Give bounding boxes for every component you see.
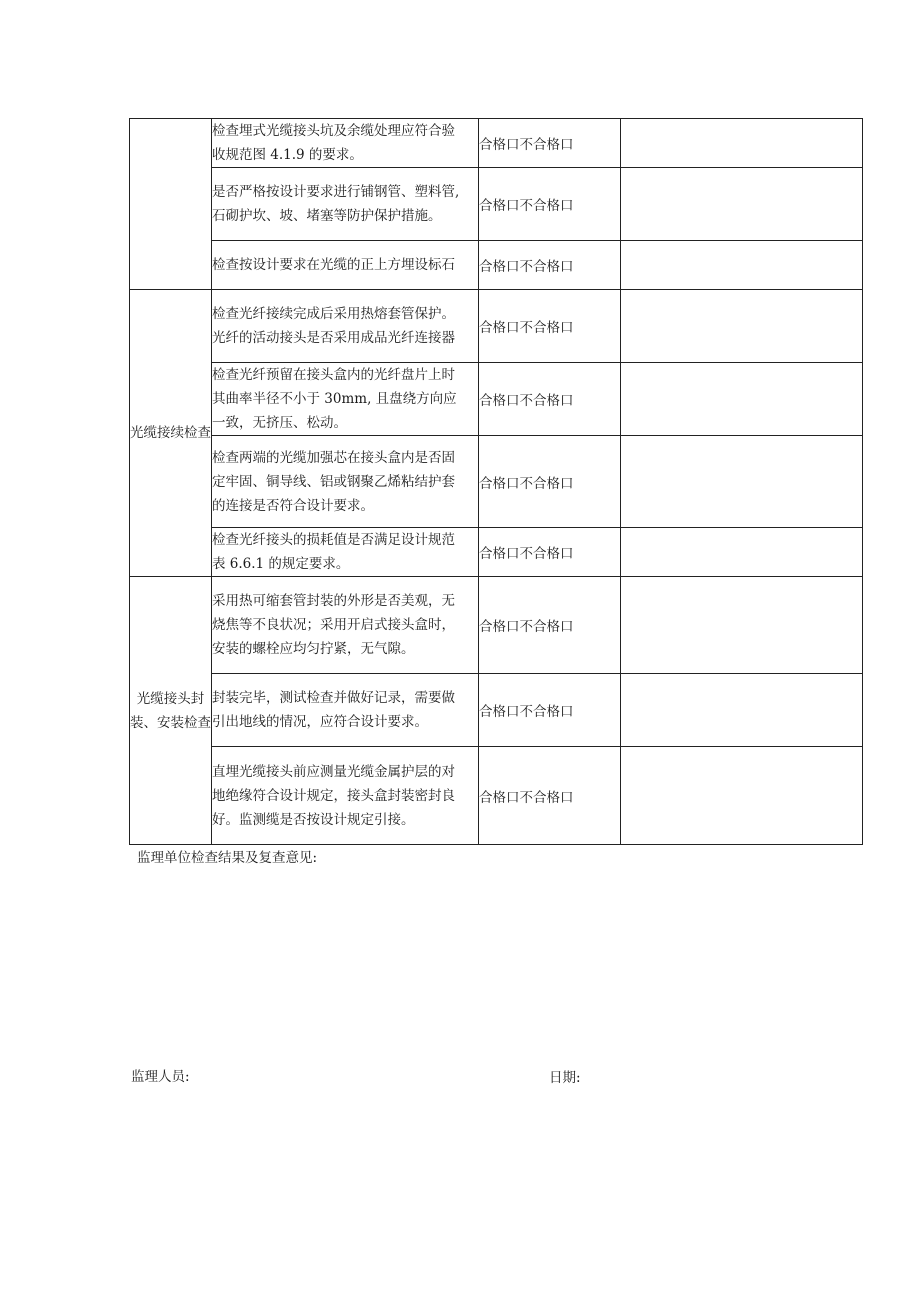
- remark-cell: [621, 119, 863, 168]
- remark-cell: [621, 577, 863, 674]
- remark-cell: [621, 290, 863, 363]
- table-row: [130, 674, 863, 747]
- result-cell: 合格口不合格口: [479, 747, 621, 845]
- result-cell: 合格口不合格口: [479, 168, 621, 241]
- result-cell: 合格口不合格口: [479, 577, 621, 674]
- check-item: 直埋光缆接头前应测量光缆金属护层的对 地绝缘符合设计规定，接头盒封装密封良 好。监测缆是否按设计规定引接。: [212, 747, 479, 845]
- remark-cell: [621, 674, 863, 747]
- check-item: 检查埋式光缆接头坑及余缆处理应符合验 收规范图 4.1.9 的要求。: [212, 119, 479, 168]
- check-item: 检查光纤接头的损耗值是否满足设计规范 表 6.6.1 的规定要求。: [212, 528, 479, 577]
- table-row: [130, 747, 863, 845]
- table-row: [130, 168, 863, 241]
- table-row: [130, 119, 863, 168]
- category-cell: 光缆接续检查: [130, 290, 212, 577]
- result-cell: 合格口不合格口: [479, 528, 621, 577]
- result-cell: 合格口不合格口: [479, 436, 621, 528]
- check-item: 采用热可缩套管封装的外形是否美观，无 烧焦等不良状况；采用开启式接头盒时， 安装的螺栓应均匀拧紧，无气隙。: [212, 577, 479, 674]
- check-item: 检查按设计要求在光缆的正上方埋设标石: [212, 241, 479, 290]
- table-row: [130, 363, 863, 436]
- table-row: [130, 241, 863, 290]
- check-item: 检查两端的光缆加强芯在接头盒内是否固 定牢固、铜导线、铝或钢聚乙烯粘结护套 的连接是否符合设计要求。: [212, 436, 479, 528]
- inspection-table: [129, 118, 863, 845]
- remark-cell: [621, 241, 863, 290]
- category-cell: [130, 119, 212, 290]
- result-cell: 合格口不合格口: [479, 241, 621, 290]
- category-cell: 光缆接头封装、安装检查: [130, 577, 212, 845]
- check-item: 封装完毕，测试检查并做好记录，需要做 引出地线的情况，应符合设计要求。: [212, 674, 479, 747]
- table-row: [130, 528, 863, 577]
- table-row: [130, 577, 863, 674]
- remark-cell: [621, 363, 863, 436]
- supervisor-label: 监理人员:: [131, 1069, 190, 1085]
- check-item: 检查光纤预留在接头盒内的光纤盘片上时 其曲率半径不小于 30mm, 且盘绕方向应 一致，无挤压、松动。: [212, 363, 479, 436]
- date-label: 日期:: [549, 1070, 581, 1086]
- result-cell: 合格口不合格口: [479, 119, 621, 168]
- remark-cell: [621, 436, 863, 528]
- result-cell: 合格口不合格口: [479, 290, 621, 363]
- review-opinion-label: 监理单位检查结果及复查意见:: [137, 850, 318, 866]
- check-item: 检查光纤接续完成后采用热熔套管保护。 光纤的活动接头是否采用成品光纤连接器: [212, 290, 479, 363]
- remark-cell: [621, 168, 863, 241]
- result-cell: 合格口不合格口: [479, 674, 621, 747]
- check-item: 是否严格按设计要求进行铺钢管、塑料管, 石砌护坎、坡、堵塞等防护保护措施。: [212, 168, 479, 241]
- result-cell: 合格口不合格口: [479, 363, 621, 436]
- table-row: [130, 290, 863, 363]
- remark-cell: [621, 747, 863, 845]
- remark-cell: [621, 528, 863, 577]
- table-row: [130, 436, 863, 528]
